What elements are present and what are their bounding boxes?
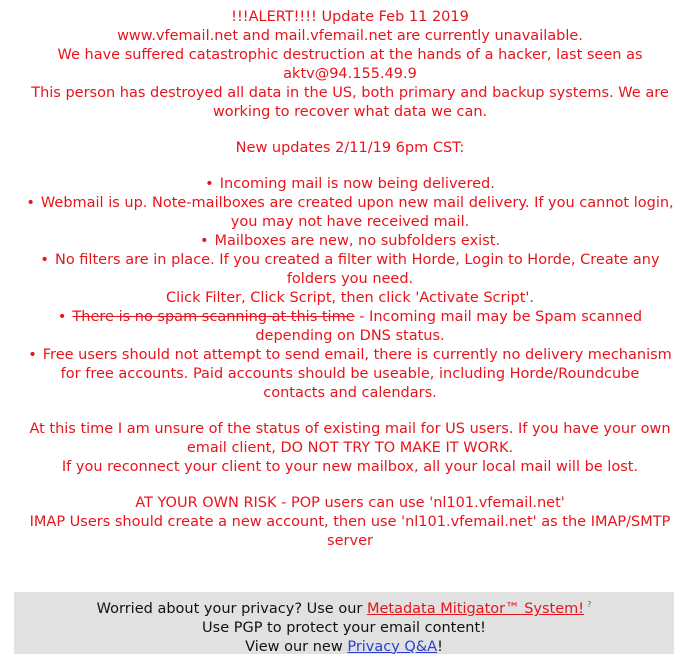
- metadata-mitigator-link[interactable]: Metadata Mitigator™ System!: [366, 600, 585, 617]
- updates-list: [0, 175, 700, 403]
- spacer: [0, 477, 700, 494]
- qa-suffix: !: [437, 638, 443, 655]
- spacer: [0, 158, 700, 175]
- alert-notice: [0, 8, 700, 551]
- update-text-cont: for free accounts. Paid accounts should be useable, including Horde/Roundcube: [60, 366, 640, 382]
- spacer: [0, 122, 700, 139]
- list-item: [0, 308, 700, 346]
- update-text: Free users should not attempt to send email, there is currently no delivery mechanism: [42, 347, 672, 363]
- bullet-icon: •: [199, 233, 209, 249]
- risk-line: IMAP Users should create a new account, then use 'nl101.vfemail.net' as the IMAP/SMTP: [29, 514, 671, 530]
- alert-unavailable: www.vfemail.net and mail.vfemail.net are currently unavailable.: [117, 28, 583, 44]
- privacy-qa-link[interactable]: Privacy Q&A: [347, 638, 438, 655]
- bullet-icon: •: [57, 309, 67, 325]
- privacy-line: [14, 595, 674, 619]
- alert-destroyed: This person has destroyed all data in the US, both primary and backup systems. We are: [31, 85, 669, 101]
- update-text-cont: contacts and calendars.: [263, 385, 437, 401]
- bullet-icon: •: [28, 347, 37, 363]
- alert-hacker: aktv@94.155.49.9: [283, 66, 417, 82]
- update-text-cont: depending on DNS status.: [255, 328, 445, 344]
- bullet-icon: •: [205, 176, 214, 192]
- qa-line: [14, 638, 674, 657]
- alert-destruction: We have suffered catastrophic destruction at the hands of a hacker, last seen as: [57, 47, 643, 63]
- alert-title: !!!ALERT!!!! Update Feb 11 2019: [231, 9, 469, 25]
- updates-heading: New updates 2/11/19 6pm CST:: [235, 140, 465, 156]
- privacy-footer: [14, 592, 674, 654]
- alert-recover: working to recover what data we can.: [212, 104, 488, 120]
- update-text: No filters are in place. If you created a filter with Horde, Login to Horde, Create any: [54, 252, 660, 268]
- update-text: Mailboxes are new, no subfolders exist.: [214, 233, 501, 249]
- risk-line: server: [327, 533, 373, 549]
- update-text-cont: Click Filter, Click Script, then click 'Activate Script'.: [166, 290, 534, 306]
- status-line: At this time I am unsure of the status of existing mail for US users. If you have your own: [29, 421, 671, 437]
- list-item: [0, 251, 700, 308]
- qa-prefix: View our new: [245, 638, 348, 655]
- struck-text: There is no spam scanning at this time: [72, 309, 355, 325]
- list-item: [0, 194, 700, 232]
- update-text: Webmail is up. Note-mailboxes are created upon new mail delivery. If you cannot login,: [40, 195, 674, 211]
- status-line: email client, DO NOT TRY TO MAKE IT WORK.: [186, 440, 514, 456]
- update-text: Incoming mail is now being delivered.: [219, 176, 495, 192]
- privacy-prefix: Worried about your privacy? Use our: [96, 600, 367, 617]
- list-item: [0, 175, 700, 194]
- list-item: [0, 232, 700, 251]
- bullet-icon: •: [40, 252, 49, 268]
- spacer: [0, 403, 700, 420]
- risk-line: AT YOUR OWN RISK - POP users can use 'nl101.vfemail.net': [135, 495, 565, 511]
- update-text-cont: you may not have received mail.: [230, 214, 470, 230]
- list-item: [0, 346, 700, 403]
- pgp-line: Use PGP to protect your email content!: [202, 619, 486, 636]
- update-text: - Incoming mail may be Spam scanned: [354, 309, 643, 325]
- update-text-cont: folders you need.: [286, 271, 414, 287]
- status-line: If you reconnect your client to your new mailbox, all your local mail will be lost.: [61, 459, 639, 475]
- bullet-icon: •: [26, 195, 35, 211]
- help-icon[interactable]: ?: [587, 600, 592, 609]
